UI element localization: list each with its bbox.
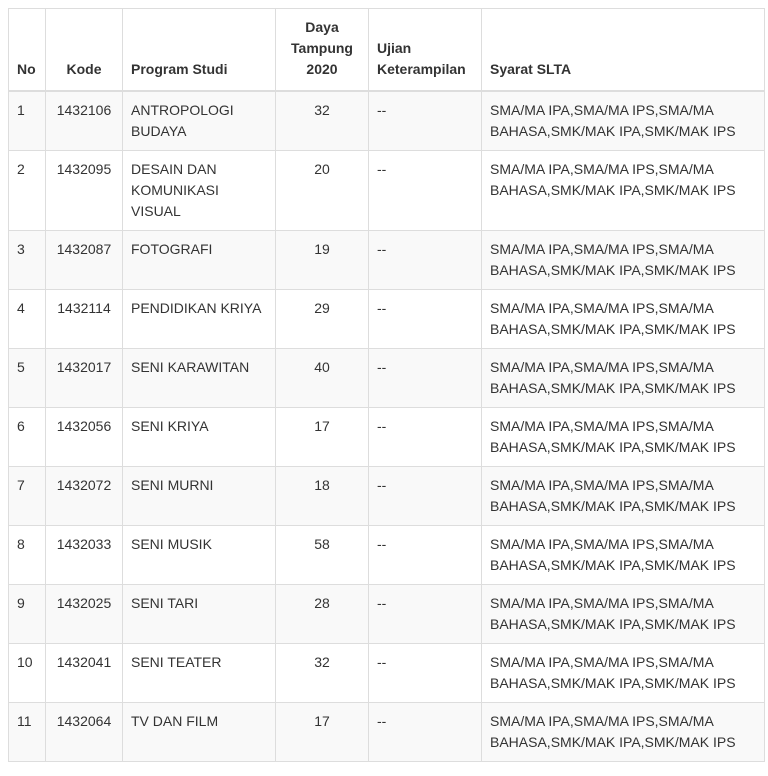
header-ujian-keterampilan: [369, 9, 482, 92]
cell-daya-tampung: 28: [276, 585, 369, 644]
cell-kode: 1432033: [46, 526, 123, 585]
header-row: [9, 9, 765, 92]
table-row: [9, 467, 765, 526]
cell-daya-tampung: 58: [276, 526, 369, 585]
header-program-studi: Program Studi: [123, 9, 276, 92]
header-syarat-slta: Syarat SLTA: [482, 9, 765, 92]
cell-ujian-keterampilan: --: [369, 526, 482, 585]
cell-syarat-slta: SMA/MA IPA,SMA/MA IPS,SMA/MA BAHASA,SMK/MAK IPA,SMK/MAK IPS: [482, 703, 765, 762]
cell-daya-tampung: 29: [276, 290, 369, 349]
cell-no: 7: [9, 467, 46, 526]
cell-kode: 1432095: [46, 151, 123, 231]
cell-program-studi: SENI TEATER: [123, 644, 276, 703]
cell-no: 1: [9, 91, 46, 151]
table-row: [9, 526, 765, 585]
header-no: No: [9, 9, 46, 92]
header-daya-line1: Daya: [305, 19, 339, 35]
cell-syarat-slta: SMA/MA IPA,SMA/MA IPS,SMA/MA BAHASA,SMK/MAK IPA,SMK/MAK IPS: [482, 408, 765, 467]
cell-daya-tampung: 19: [276, 231, 369, 290]
cell-no: 8: [9, 526, 46, 585]
cell-daya-tampung: 18: [276, 467, 369, 526]
header-kode: Kode: [46, 9, 123, 92]
header-daya-line2: Tampung: [291, 40, 353, 56]
cell-kode: 1432114: [46, 290, 123, 349]
cell-program-studi: ANTROPOLOGI BUDAYA: [123, 91, 276, 151]
cell-ujian-keterampilan: --: [369, 467, 482, 526]
table-body: [9, 91, 765, 762]
cell-daya-tampung: 32: [276, 644, 369, 703]
cell-syarat-slta: SMA/MA IPA,SMA/MA IPS,SMA/MA BAHASA,SMK/MAK IPA,SMK/MAK IPS: [482, 151, 765, 231]
header-ujian-line2: Keterampilan: [377, 61, 466, 77]
cell-program-studi: FOTOGRAFI: [123, 231, 276, 290]
cell-ujian-keterampilan: --: [369, 703, 482, 762]
cell-daya-tampung: 32: [276, 91, 369, 151]
cell-syarat-slta: SMA/MA IPA,SMA/MA IPS,SMA/MA BAHASA,SMK/MAK IPA,SMK/MAK IPS: [482, 290, 765, 349]
cell-ujian-keterampilan: --: [369, 585, 482, 644]
cell-no: 6: [9, 408, 46, 467]
cell-daya-tampung: 20: [276, 151, 369, 231]
table-row: [9, 408, 765, 467]
cell-program-studi: SENI KARAWITAN: [123, 349, 276, 408]
cell-program-studi: SENI MURNI: [123, 467, 276, 526]
table-row: [9, 91, 765, 151]
cell-program-studi: SENI KRIYA: [123, 408, 276, 467]
cell-no: 3: [9, 231, 46, 290]
table-row: [9, 703, 765, 762]
cell-ujian-keterampilan: --: [369, 231, 482, 290]
program-studi-table: [8, 8, 765, 762]
cell-ujian-keterampilan: --: [369, 290, 482, 349]
cell-syarat-slta: SMA/MA IPA,SMA/MA IPS,SMA/MA BAHASA,SMK/MAK IPA,SMK/MAK IPS: [482, 91, 765, 151]
table-header: [9, 9, 765, 92]
cell-daya-tampung: 17: [276, 703, 369, 762]
cell-program-studi: TV DAN FILM: [123, 703, 276, 762]
table-row: [9, 231, 765, 290]
cell-program-studi: PENDIDIKAN KRIYA: [123, 290, 276, 349]
cell-syarat-slta: SMA/MA IPA,SMA/MA IPS,SMA/MA BAHASA,SMK/MAK IPA,SMK/MAK IPS: [482, 585, 765, 644]
table-row: [9, 644, 765, 703]
cell-program-studi: SENI TARI: [123, 585, 276, 644]
cell-ujian-keterampilan: --: [369, 349, 482, 408]
cell-program-studi: SENI MUSIK: [123, 526, 276, 585]
table-container: [8, 8, 764, 762]
cell-kode: 1432017: [46, 349, 123, 408]
header-daya-tampung: [276, 9, 369, 92]
cell-syarat-slta: SMA/MA IPA,SMA/MA IPS,SMA/MA BAHASA,SMK/MAK IPA,SMK/MAK IPS: [482, 231, 765, 290]
cell-kode: 1432064: [46, 703, 123, 762]
table-row: [9, 585, 765, 644]
cell-syarat-slta: SMA/MA IPA,SMA/MA IPS,SMA/MA BAHASA,SMK/MAK IPA,SMK/MAK IPS: [482, 644, 765, 703]
cell-daya-tampung: 17: [276, 408, 369, 467]
table-row: [9, 349, 765, 408]
cell-ujian-keterampilan: --: [369, 644, 482, 703]
table-row: [9, 290, 765, 349]
cell-kode: 1432072: [46, 467, 123, 526]
table-row: [9, 151, 765, 231]
cell-kode: 1432106: [46, 91, 123, 151]
cell-syarat-slta: SMA/MA IPA,SMA/MA IPS,SMA/MA BAHASA,SMK/MAK IPA,SMK/MAK IPS: [482, 467, 765, 526]
header-daya-line3: 2020: [306, 61, 338, 77]
cell-syarat-slta: SMA/MA IPA,SMA/MA IPS,SMA/MA BAHASA,SMK/MAK IPA,SMK/MAK IPS: [482, 526, 765, 585]
cell-no: 2: [9, 151, 46, 231]
cell-no: 4: [9, 290, 46, 349]
cell-kode: 1432041: [46, 644, 123, 703]
header-ujian-line1: Ujian: [377, 40, 412, 56]
cell-ujian-keterampilan: --: [369, 91, 482, 151]
cell-syarat-slta: SMA/MA IPA,SMA/MA IPS,SMA/MA BAHASA,SMK/MAK IPA,SMK/MAK IPS: [482, 349, 765, 408]
cell-program-studi: DESAIN DAN KOMUNIKASI VISUAL: [123, 151, 276, 231]
cell-kode: 1432087: [46, 231, 123, 290]
cell-kode: 1432025: [46, 585, 123, 644]
cell-no: 5: [9, 349, 46, 408]
cell-no: 9: [9, 585, 46, 644]
cell-no: 10: [9, 644, 46, 703]
cell-ujian-keterampilan: --: [369, 408, 482, 467]
cell-ujian-keterampilan: --: [369, 151, 482, 231]
cell-daya-tampung: 40: [276, 349, 369, 408]
cell-kode: 1432056: [46, 408, 123, 467]
cell-no: 11: [9, 703, 46, 762]
